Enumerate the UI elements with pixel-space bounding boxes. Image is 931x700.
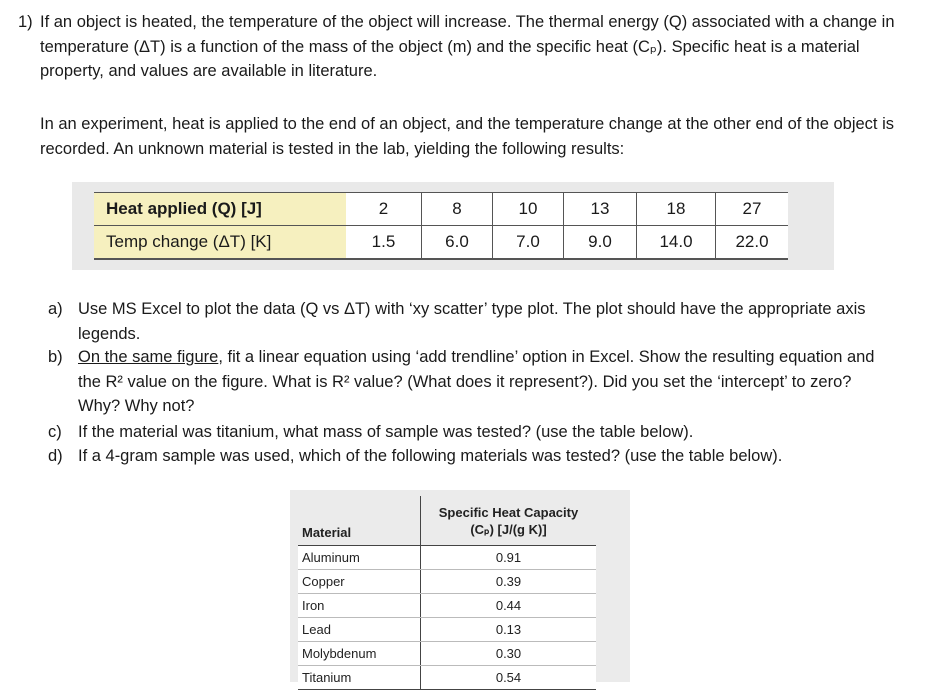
- material-row: [298, 642, 596, 666]
- material-row: [298, 594, 596, 618]
- material-row: [298, 570, 596, 594]
- heat-cell: 18: [637, 193, 716, 226]
- material-name: Copper: [298, 570, 421, 594]
- problem-intro: [18, 10, 900, 84]
- heat-cell: 13: [564, 193, 637, 226]
- question-text-rest: , fit a linear equation using ‘add trendline’ option in Excel. Show the resulting equation and the R² value on the figure. What is R² value? (What does it represent?). Did you set the ‘intercept’ to zero? Why? Why not?: [78, 348, 875, 415]
- material-row: [298, 546, 596, 570]
- temp-cell: 9.0: [564, 226, 637, 260]
- results-table: [94, 192, 788, 260]
- question-text: If the material was titanium, what mass of sample was tested? (use the table below).: [78, 423, 694, 441]
- material-cp: 0.30: [421, 642, 597, 666]
- question-letter: c): [48, 423, 62, 441]
- material-cp: 0.54: [421, 666, 597, 690]
- question-text: [78, 345, 888, 419]
- specific-heat-panel: [290, 490, 630, 685]
- material-column-header: Material: [298, 496, 421, 546]
- temp-cell: 7.0: [493, 226, 564, 260]
- question-b: [48, 345, 888, 419]
- results-table-panel: [72, 182, 834, 270]
- question-a: [48, 297, 888, 346]
- temp-cell: 1.5: [346, 226, 422, 260]
- underlined-phrase: On the same figure: [78, 348, 219, 366]
- temp-cell: 14.0: [637, 226, 716, 260]
- material-name: Lead: [298, 618, 421, 642]
- material-name: Iron: [298, 594, 421, 618]
- temp-row: [94, 226, 788, 260]
- heat-cell: 10: [493, 193, 564, 226]
- material-name: Molybdenum: [298, 642, 421, 666]
- material-row: [298, 666, 596, 690]
- cp-header-line2: (Cₚ) [J/(g K)]: [470, 521, 547, 537]
- experiment-text: In an experiment, heat is applied to the end of an object, and the temperature change at the other end of the object is recorded. An unknown material is tested in the lab, yielding the following results:: [40, 115, 894, 158]
- heat-cell: 27: [716, 193, 789, 226]
- material-name: Aluminum: [298, 546, 421, 570]
- question-letter: d): [48, 447, 63, 465]
- material-cp: 0.39: [421, 570, 597, 594]
- temp-row-label: Temp change (ΔT) [K]: [94, 226, 346, 260]
- temp-cell: 22.0: [716, 226, 789, 260]
- material-cp: 0.91: [421, 546, 597, 570]
- cp-column-header: [421, 496, 597, 546]
- material-cp: 0.44: [421, 594, 597, 618]
- question-d: [48, 444, 888, 469]
- heat-cell: 8: [422, 193, 493, 226]
- question-text: Use MS Excel to plot the data (Q vs ΔT) with ‘xy scatter’ type plot. The plot should have the appropriate axis legends.: [78, 300, 866, 343]
- temp-cell: 6.0: [422, 226, 493, 260]
- material-cp: 0.13: [421, 618, 597, 642]
- heat-row: [94, 193, 788, 226]
- specific-heat-table: [298, 496, 596, 690]
- question-c: [48, 420, 888, 445]
- material-name: Titanium: [298, 666, 421, 690]
- heat-row-label: Heat applied (Q) [J]: [94, 193, 346, 226]
- question-letter: a): [48, 300, 63, 318]
- question-text: If a 4-gram sample was used, which of the following materials was tested? (use the table below).: [78, 447, 783, 465]
- intro-text: If an object is heated, the temperature of the object will increase. The thermal energy (Q) associated with a change in temperature (ΔT) is a function of the mass of the object (m) and the specific heat (Cₚ). Specific heat is a material property, and values are available in literature.: [40, 13, 895, 80]
- heat-cell: 2: [346, 193, 422, 226]
- cp-header-line1: Specific Heat Capacity: [438, 504, 579, 520]
- material-row: [298, 618, 596, 642]
- question-letter: b): [48, 348, 63, 366]
- specific-heat-header: [298, 496, 596, 546]
- problem-number: 1): [18, 13, 33, 31]
